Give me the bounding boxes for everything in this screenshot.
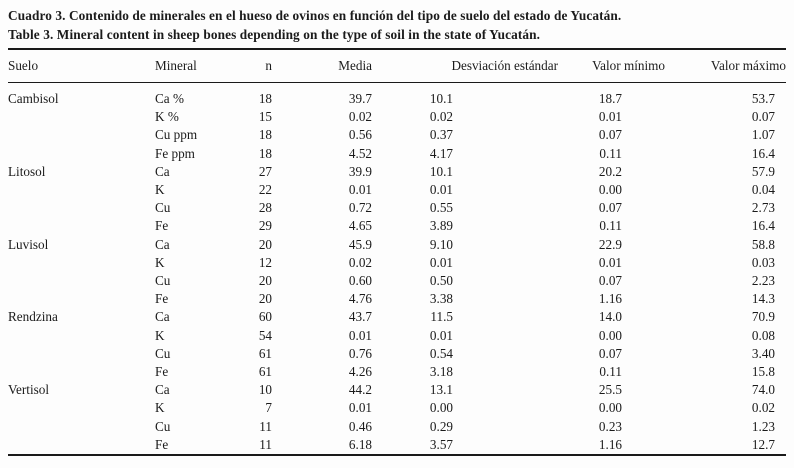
- cell-valor-minimo: 0.11: [599, 145, 622, 161]
- table-row: [8, 108, 786, 126]
- cell-desviacion-estandar: 11.5: [430, 309, 453, 325]
- cell-mineral: Cu: [155, 418, 171, 434]
- cell-mineral: Fe: [155, 364, 169, 380]
- cell-suelo: Rendzina: [8, 309, 58, 325]
- cell-valor-maximo: 1.23: [751, 418, 775, 434]
- cell-n: 61: [258, 345, 272, 361]
- cell-valor-minimo: 14.0: [598, 309, 622, 325]
- cell-suelo: [8, 327, 155, 345]
- table-row: [8, 290, 786, 308]
- cell-mineral: K %: [155, 109, 179, 125]
- column-header-valor-minimo: Valor mínimo: [558, 49, 665, 83]
- cell-desviacion-estandar: 0.37: [429, 127, 453, 143]
- table-row: [8, 83, 786, 109]
- cell-desviacion-estandar: 4.17: [429, 145, 453, 161]
- cell-mineral: Fe: [155, 436, 169, 452]
- cell-n: 11: [259, 436, 272, 452]
- cell-valor-minimo: 0.07: [598, 273, 622, 289]
- table-caption-spanish: Cuadro 3. Contenido de minerales en el hueso de ovinos en función del tipo de suelo del estado de Yucatán.: [8, 8, 622, 23]
- cell-mineral: Cu: [155, 200, 171, 216]
- cell-n: 54: [258, 327, 272, 343]
- table-body: [8, 83, 786, 456]
- cell-valor-maximo: 0.02: [751, 400, 775, 416]
- cell-media: 39.7: [348, 91, 372, 106]
- cell-mineral: K: [155, 327, 165, 343]
- column-header-desviacion-estandar: Desviación estándar: [378, 49, 558, 83]
- table-row: [8, 236, 786, 254]
- table-row: [8, 399, 786, 417]
- header-row: [8, 49, 786, 83]
- cell-media: 4.52: [348, 145, 372, 161]
- cell-media: 45.9: [348, 236, 372, 252]
- cell-valor-minimo: 18.7: [598, 91, 622, 106]
- cell-n: 15: [258, 109, 272, 125]
- cell-mineral: Cu: [155, 345, 171, 361]
- cell-suelo: [8, 418, 155, 436]
- cell-suelo: [8, 108, 155, 126]
- cell-mineral: K: [155, 254, 165, 270]
- cell-valor-minimo: 25.5: [598, 382, 622, 398]
- cell-n: 20: [258, 291, 272, 307]
- cell-n: 10: [258, 382, 272, 398]
- cell-desviacion-estandar: 0.29: [429, 418, 453, 434]
- cell-suelo: [8, 399, 155, 417]
- cell-valor-maximo: 70.9: [751, 309, 775, 325]
- cell-valor-minimo: 0.01: [598, 254, 622, 270]
- cell-suelo: [8, 126, 155, 144]
- cell-valor-maximo: 0.03: [751, 254, 775, 270]
- table-row: [8, 254, 786, 272]
- table-row: [8, 181, 786, 199]
- cell-suelo: Litosol: [8, 163, 46, 179]
- cell-media: 0.01: [348, 182, 372, 198]
- cell-media: 4.76: [348, 291, 372, 307]
- cell-valor-minimo: 0.11: [599, 218, 622, 234]
- cell-media: 0.02: [348, 109, 372, 125]
- table-caption-english: Table 3. Mineral content in sheep bones depending on the type of soil in the state of Yucatán.: [8, 27, 541, 42]
- cell-media: 4.26: [348, 364, 372, 380]
- table-row: [8, 436, 786, 455]
- table-row: [8, 163, 786, 181]
- cell-valor-maximo: 74.0: [751, 382, 775, 398]
- cell-desviacion-estandar: 13.1: [429, 382, 453, 398]
- column-header-suelo: Suelo: [8, 49, 155, 83]
- cell-n: 22: [258, 182, 272, 198]
- cell-valor-minimo: 0.00: [598, 327, 622, 343]
- cell-desviacion-estandar: 0.00: [429, 400, 453, 416]
- cell-media: 6.18: [348, 436, 372, 452]
- table-row: [8, 308, 786, 326]
- column-header-media: Media: [278, 49, 378, 83]
- cell-media: 0.76: [348, 345, 372, 361]
- cell-suelo: [8, 145, 155, 163]
- cell-valor-minimo: 1.16: [598, 436, 622, 452]
- cell-mineral: K: [155, 400, 165, 416]
- cell-desviacion-estandar: 0.01: [429, 182, 453, 198]
- cell-n: 7: [265, 400, 272, 416]
- cell-suelo: Luvisol: [8, 236, 49, 252]
- cell-valor-minimo: 22.9: [598, 236, 622, 252]
- cell-desviacion-estandar: 0.55: [429, 200, 453, 216]
- cell-media: 44.2: [348, 382, 372, 398]
- cell-n: 61: [258, 364, 272, 380]
- cell-desviacion-estandar: 3.18: [429, 364, 453, 380]
- cell-valor-maximo: 15.8: [751, 364, 775, 380]
- cell-valor-maximo: 1.07: [751, 127, 775, 143]
- cell-n: 27: [258, 163, 272, 179]
- cell-valor-minimo: 20.2: [598, 163, 622, 179]
- cell-desviacion-estandar: 10.1: [429, 163, 453, 179]
- cell-valor-maximo: 12.7: [751, 436, 775, 452]
- cell-suelo: [8, 199, 155, 217]
- cell-mineral: Cu ppm: [155, 127, 198, 143]
- table-row: [8, 363, 786, 381]
- cell-desviacion-estandar: 0.54: [429, 345, 453, 361]
- cell-mineral: Fe: [155, 218, 169, 234]
- cell-valor-minimo: 0.07: [598, 345, 622, 361]
- table-row: [8, 272, 786, 290]
- cell-media: 0.72: [348, 200, 372, 216]
- mineral-content-table: [8, 48, 786, 456]
- cell-n: 29: [258, 218, 272, 234]
- table-row: [8, 199, 786, 217]
- cell-suelo: [8, 345, 155, 363]
- cell-valor-minimo: 0.07: [598, 200, 622, 216]
- cell-media: 0.02: [348, 254, 372, 270]
- table-row: [8, 381, 786, 399]
- cell-mineral: Ca: [155, 309, 170, 325]
- cell-media: 43.7: [348, 309, 372, 325]
- cell-valor-maximo: 0.08: [751, 327, 775, 343]
- cell-n: 20: [258, 236, 272, 252]
- cell-valor-maximo: 2.73: [751, 200, 775, 216]
- cell-valor-maximo: 57.9: [751, 163, 775, 179]
- table-row: [8, 345, 786, 363]
- cell-media: 0.01: [348, 400, 372, 416]
- cell-suelo: [8, 363, 155, 381]
- cell-n: 12: [258, 254, 272, 270]
- cell-desviacion-estandar: 3.89: [429, 218, 453, 234]
- cell-valor-maximo: 53.7: [751, 91, 775, 106]
- cell-valor-maximo: 0.04: [751, 182, 775, 198]
- cell-desviacion-estandar: 9.10: [429, 236, 453, 252]
- cell-valor-maximo: 14.3: [751, 291, 775, 307]
- cell-valor-minimo: 0.01: [598, 109, 622, 125]
- cell-suelo: [8, 181, 155, 199]
- cell-suelo: Cambisol: [8, 91, 59, 106]
- cell-valor-maximo: 16.4: [751, 145, 775, 161]
- cell-mineral: Fe ppm: [155, 145, 195, 161]
- cell-media: 39.9: [348, 163, 372, 179]
- cell-mineral: Cu: [155, 273, 171, 289]
- table-row: [8, 145, 786, 163]
- cell-mineral: Ca: [155, 236, 170, 252]
- cell-suelo: Vertisol: [8, 382, 50, 398]
- cell-desviacion-estandar: 0.01: [429, 327, 453, 343]
- cell-suelo: [8, 217, 155, 235]
- cell-suelo: [8, 272, 155, 290]
- cell-mineral: Ca: [155, 382, 170, 398]
- column-header-mineral: Mineral: [155, 49, 243, 83]
- cell-valor-maximo: 58.8: [751, 236, 775, 252]
- cell-valor-maximo: 16.4: [751, 218, 775, 234]
- cell-n: 18: [258, 91, 272, 106]
- column-header-n: n: [243, 49, 278, 83]
- cell-valor-minimo: 0.11: [599, 364, 622, 380]
- cell-suelo: [8, 436, 155, 455]
- cell-media: 0.46: [348, 418, 372, 434]
- cell-valor-maximo: 2.23: [751, 273, 775, 289]
- cell-valor-minimo: 0.00: [598, 182, 622, 198]
- cell-media: 0.56: [348, 127, 372, 143]
- cell-n: 18: [258, 145, 272, 161]
- cell-suelo: [8, 254, 155, 272]
- table-caption: [8, 6, 786, 44]
- table-row: [8, 418, 786, 436]
- cell-valor-maximo: 3.40: [751, 345, 775, 361]
- cell-suelo: [8, 290, 155, 308]
- table-row: [8, 126, 786, 144]
- cell-desviacion-estandar: 3.38: [429, 291, 453, 307]
- cell-n: 60: [258, 309, 272, 325]
- cell-n: 20: [258, 273, 272, 289]
- cell-desviacion-estandar: 0.50: [429, 273, 453, 289]
- cell-desviacion-estandar: 0.02: [429, 109, 453, 125]
- cell-valor-maximo: 0.07: [751, 109, 775, 125]
- cell-n: 11: [259, 418, 272, 434]
- cell-desviacion-estandar: 3.57: [429, 436, 453, 452]
- cell-media: 4.65: [348, 218, 372, 234]
- cell-valor-minimo: 0.00: [598, 400, 622, 416]
- cell-n: 28: [258, 200, 272, 216]
- cell-mineral: Ca %: [155, 91, 184, 106]
- table-row: [8, 217, 786, 235]
- cell-mineral: Fe: [155, 291, 169, 307]
- cell-media: 0.60: [348, 273, 372, 289]
- cell-media: 0.01: [348, 327, 372, 343]
- cell-valor-minimo: 1.16: [598, 291, 622, 307]
- cell-mineral: K: [155, 182, 165, 198]
- cell-valor-minimo: 0.23: [598, 418, 622, 434]
- cell-desviacion-estandar: 10.1: [429, 91, 453, 106]
- cell-mineral: Ca: [155, 163, 170, 179]
- cell-n: 18: [258, 127, 272, 143]
- cell-desviacion-estandar: 0.01: [429, 254, 453, 270]
- table-row: [8, 327, 786, 345]
- cell-valor-minimo: 0.07: [598, 127, 622, 143]
- column-header-valor-maximo: Valor máximo: [665, 49, 786, 83]
